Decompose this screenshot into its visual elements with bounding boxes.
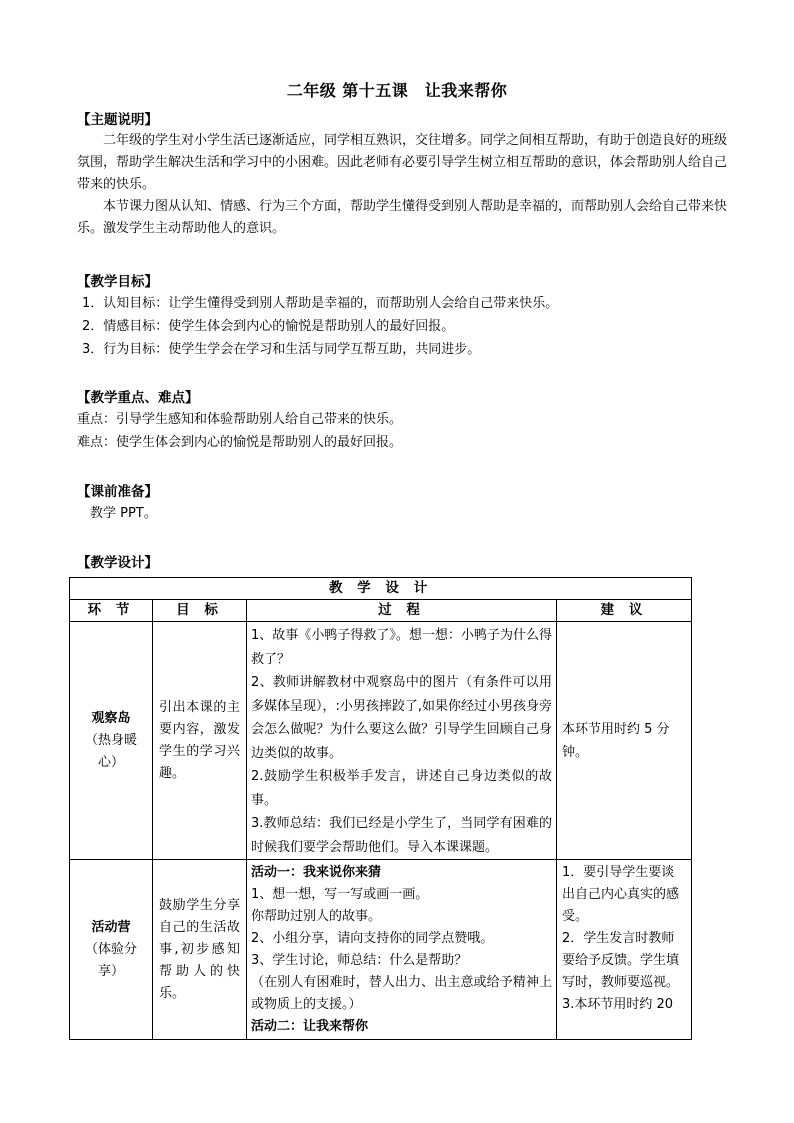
- suggestion-text: 2．学生发言时教师要给予反馈。学生填写时，教师要巡视。: [562, 931, 680, 990]
- goal-item-2: 2．情感目标：使学生体会到内心的愉悦是帮助别人的最好回报。: [82, 319, 455, 334]
- process-step: 1、想一想，写一写或画一画。: [251, 887, 429, 902]
- table-caption: 教 学 设 计: [70, 578, 692, 600]
- theme-content: [77, 130, 727, 240]
- process-step: 2、教师讲解教材中观察岛中的图片（有条件可以用多媒体呈现），:小男孩摔跤了,如果你经过小男孩身旁会怎么做呢？为什么要这么做？引导学生回顾自己身边类似的故事。: [251, 675, 553, 761]
- goal-item-3: 3．行为目标：使学生学会在学习和生活与同学互帮互助，共同进步。: [82, 342, 481, 357]
- theme-paragraph-2: 本节课力图从认知、情感、行为三个方面，帮助学生懂得受到别人帮助是幸福的，而帮助别人会给自己带来快乐。激发学生主动帮助他人的意识。: [77, 199, 728, 236]
- suggestion-cell: [557, 622, 692, 860]
- header-environment: 环 节: [70, 600, 153, 622]
- process-step: 你帮助过别人的故事。: [251, 909, 382, 924]
- theme-paragraph-1: 二年级的学生对小学生活已逐渐适应，同学相互熟识，交往增多。同学之间相互帮助，有助于创造良好的班级氛围，帮助学生解决生活和学习中的小困难。因此老师有必要引导学生树立相互帮助的意识，体会帮助别人给自己带来的快乐。: [77, 133, 728, 192]
- header-suggestion: 建 议: [557, 600, 692, 622]
- theme-heading: 【主题说明】: [77, 112, 158, 128]
- environment-cell: [70, 860, 153, 1040]
- process-step: 3、学生讨论，师总结：什么是帮助？: [251, 953, 468, 968]
- goal-cell: 引出本课的主要内容，激发学生的学习兴趣。: [153, 622, 247, 860]
- process-step: 2.鼓励学生积极举手发言，讲述自己身边类似的故事。: [251, 769, 552, 808]
- suggestion-cell: [557, 860, 692, 1040]
- table-row: [70, 622, 692, 860]
- goals-heading: 【教学目标】: [77, 274, 158, 290]
- key-points-heading: 【教学重点、难点】: [77, 390, 199, 406]
- environment-name: 观察岛: [91, 710, 131, 726]
- activity-title: 活动一：我来说你来猜: [251, 865, 382, 880]
- header-goal: 目 标: [153, 600, 247, 622]
- suggestion-text: 3.本环节用时约 20: [562, 997, 674, 1012]
- process-step: 1、故事《小鸭子得救了》。想一想：小鸭子为什么得救了？: [251, 628, 552, 667]
- suggestion-text: 本环节用时约 5 分钟。: [562, 722, 670, 760]
- teaching-design-table: [69, 577, 692, 1040]
- table-header-row: [70, 600, 692, 622]
- lesson-title: 二年级 第十五课 让我来帮你: [286, 81, 508, 100]
- process-step: 2、小组分享，请向支持你的同学点赞哦。: [251, 931, 494, 946]
- activity-title: 活动二：让我来帮你: [251, 1019, 369, 1034]
- goal-item-1: 1．认知目标：让学生懂得受到别人帮助是幸福的，而帮助别人会给自己带来快乐。: [82, 296, 559, 311]
- design-heading: 【教学设计】: [77, 555, 158, 571]
- preparation-heading: 【课前准备】: [77, 484, 158, 500]
- environment-cell: [70, 622, 153, 860]
- process-cell: [247, 860, 557, 1040]
- table-row: [70, 860, 692, 1040]
- key-point-difficulty: 难点：使学生体会到内心的愉悦是帮助别人的最好回报。: [77, 435, 403, 450]
- goal-cell: 鼓励学生分享自己的生活故事,初步感知帮助人的快乐。: [153, 860, 247, 1040]
- process-cell: [247, 622, 557, 860]
- environment-name: 活动营: [91, 919, 131, 935]
- process-step: （在别人有困难时，替人出力、出主意或给予精神上或物质上的支援。）: [251, 975, 552, 1012]
- header-process: 过 程: [247, 600, 557, 622]
- environment-subtitle: （热身暖心）: [84, 732, 137, 770]
- process-step: 3.教师总结：我们已经是小学生了，当同学有困难的时候我们要学会帮助他们。导入本课课题。: [251, 816, 552, 855]
- table-caption-row: [70, 578, 692, 600]
- suggestion-text: 1．要引导学生要谈出自己内心真实的感受。: [562, 865, 680, 924]
- environment-subtitle: （体验分享）: [84, 941, 137, 979]
- key-point-focus: 重点：引导学生感知和体验帮助别人给自己带来的快乐。: [77, 412, 403, 427]
- preparation-text: 教学 PPT。: [90, 506, 157, 521]
